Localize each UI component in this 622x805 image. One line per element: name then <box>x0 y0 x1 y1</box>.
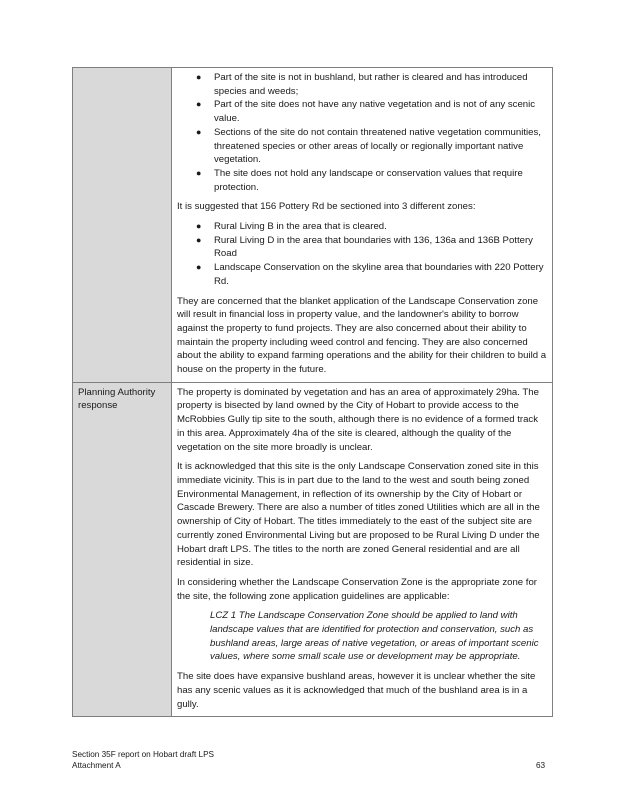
bullet-icon: ● <box>196 99 202 110</box>
paragraph: The property is dominated by vegetation and has an area of approximately 29ha. The property is bisected by land owned by the City of Hobart to provide access to the McRobbies Gully tip site to the south, although there is no evidence of a formed track in this area. Approximately 4ha of the site is cleared, although the quality of the vegetation on the site more broadly is unclear. <box>177 386 539 453</box>
list-item: ● Rural Living D in the area that boundaries with 136, 136a and 136B Pottery Road <box>196 234 533 260</box>
list-item: ● Part of the site does not have any native vegetation and is not of any scenic value. <box>196 99 536 125</box>
list-item: ● Rural Living B in the area that is cleared. <box>196 221 387 233</box>
footer-report-title: Section 35F report on Hobart draft LPS <box>72 750 214 759</box>
bullet-icon: ● <box>196 72 202 82</box>
list-item: ● Sections of the site do not contain threatened native vegetation communities, threatened species or other areas of locally or regionally important native vegetation. <box>196 126 541 166</box>
paragraph: It is acknowledged that this site is the only Landscape Conservation zoned site in this immediate vicinity. This is in part due to the land to the west and south being zoned Environmental Management, in reflection of its ownership by the City of Hobart or Cascade Brewery. There are also a number of titles zoned Utilities which are all in the ownership of City of Hobart. The titles immediately to the east of the subject site are currently zoned Environmental Living but are proposed to be Rural Living D under the Hobart draft LPS. The titles to the north are zoned General residential and are all residential in size. <box>177 461 540 569</box>
list-item: ● Landscape Conservation on the skyline area that boundaries with 220 Pottery Rd. <box>196 262 544 287</box>
page-number: 63 <box>536 761 546 770</box>
submission-content <box>172 68 553 383</box>
bullet-icon: ● <box>196 126 202 137</box>
paragraph: In considering whether the Landscape Conservation Zone is the appropriate zone for the site, the following zone application guidelines are applicable: <box>177 576 537 602</box>
row-label: Planning Authority response <box>73 382 172 716</box>
bullet-icon: ● <box>196 167 202 178</box>
bullet-list <box>177 71 548 194</box>
footer-attachment: Attachment A <box>72 761 121 770</box>
submission-table <box>72 67 553 717</box>
paragraph: The site does have expansive bushland areas, however it is unclear whether the site has any scenic values as it is acknowledged that much of the bushland area is in a gully. <box>177 671 536 710</box>
bullet-icon: ● <box>196 234 202 245</box>
planning-authority-response <box>172 382 553 716</box>
paragraph: It is suggested that 156 Pottery Rd be sectioned into 3 different zones: <box>177 201 476 213</box>
paragraph: They are concerned that the blanket application of the Landscape Conservation zone will result in financial loss in property value, and the landowner's ability to borrow against the property to fund projects. They are also concerned about their ability to maintain the property including weed control and fencing. They are also concerned about the ability to expand farming operations and the ability for their children to build a house on the property in the future. <box>177 295 547 376</box>
row-label-empty <box>73 68 172 383</box>
table-row <box>73 382 553 716</box>
bullet-icon: ● <box>196 262 202 273</box>
list-item: ● Part of the site is not in bushland, but rather is cleared and has introduced species and weeds; <box>196 72 528 97</box>
table-row <box>73 68 553 383</box>
guideline-quote: LCZ 1 The Landscape Conservation Zone should be applied to land with landscape values that are identified for protection and conservation, such as bushland areas, large areas of native vegetation, or areas of important scenic values, where some small scale use or development may be appropriate. <box>210 610 539 663</box>
bullet-list <box>177 220 548 289</box>
bullet-icon: ● <box>196 221 202 232</box>
page-footer <box>72 749 214 771</box>
list-item: ● The site does not hold any landscape or conservation values that require protection. <box>196 167 523 193</box>
